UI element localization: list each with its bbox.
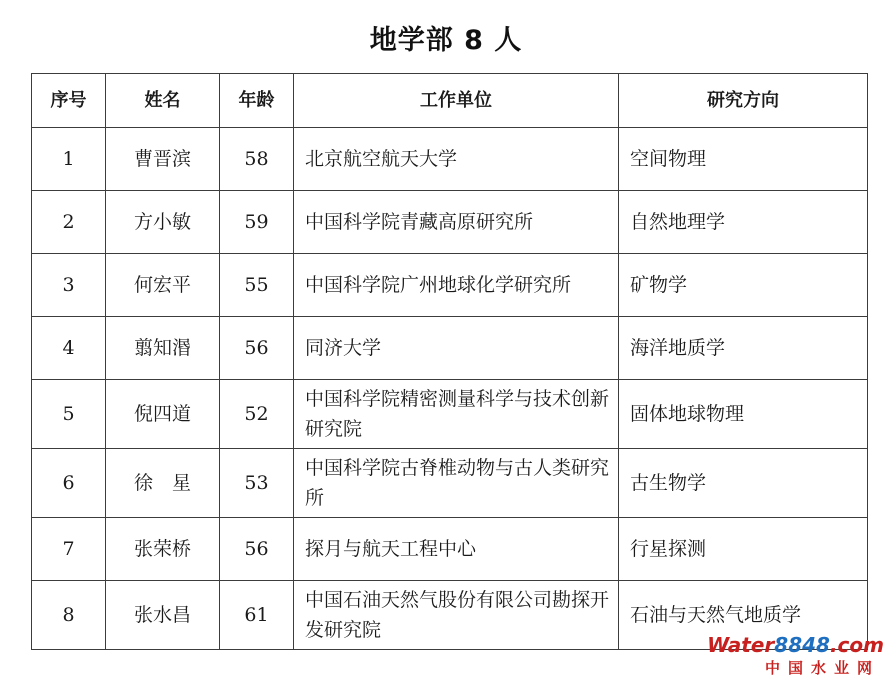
cell-index: 2 bbox=[32, 191, 106, 254]
cell-age: 61 bbox=[220, 581, 294, 650]
cell-age: 53 bbox=[220, 449, 294, 518]
table-row bbox=[32, 128, 868, 191]
cell-index: 1 bbox=[32, 128, 106, 191]
cell-age: 56 bbox=[220, 518, 294, 581]
cell-index: 3 bbox=[32, 254, 106, 317]
cell-name: 倪四道 bbox=[106, 380, 220, 449]
cell-field: 行星探测 bbox=[619, 518, 868, 581]
table-row bbox=[32, 449, 868, 518]
page-title: 地学部 8 人 bbox=[369, 25, 523, 56]
header-index: 序号 bbox=[32, 74, 106, 128]
cell-unit: 中国石油天然气股份有限公司勘探开发研究院 bbox=[294, 581, 619, 650]
cell-age: 59 bbox=[220, 191, 294, 254]
cell-name: 徐 星 bbox=[106, 449, 220, 518]
watermark-brand: Water8848.com bbox=[707, 633, 884, 657]
cell-index: 6 bbox=[32, 449, 106, 518]
cell-unit: 中国科学院广州地球化学研究所 bbox=[294, 254, 619, 317]
cell-field: 矿物学 bbox=[619, 254, 868, 317]
header-age: 年龄 bbox=[220, 74, 294, 128]
table-row bbox=[32, 254, 868, 317]
cell-unit: 中国科学院古脊椎动物与古人类研究所 bbox=[294, 449, 619, 518]
cell-field: 海洋地质学 bbox=[619, 317, 868, 380]
cell-index: 4 bbox=[32, 317, 106, 380]
cell-name: 张荣桥 bbox=[106, 518, 220, 581]
cell-name: 张水昌 bbox=[106, 581, 220, 650]
cell-name: 曹晋滨 bbox=[106, 128, 220, 191]
cell-field: 自然地理学 bbox=[619, 191, 868, 254]
table-row bbox=[32, 191, 868, 254]
table-row bbox=[32, 380, 868, 449]
header-field: 研究方向 bbox=[619, 74, 868, 128]
cell-name: 何宏平 bbox=[106, 254, 220, 317]
cell-field: 古生物学 bbox=[619, 449, 868, 518]
cell-name: 方小敏 bbox=[106, 191, 220, 254]
cell-age: 58 bbox=[220, 128, 294, 191]
cell-unit: 中国科学院青藏高原研究所 bbox=[294, 191, 619, 254]
cell-field: 空间物理 bbox=[619, 128, 868, 191]
header-unit: 工作单位 bbox=[294, 74, 619, 128]
watermark-subtitle: 中国水业网 bbox=[764, 659, 880, 677]
cell-age: 55 bbox=[220, 254, 294, 317]
table-header-row bbox=[32, 74, 868, 128]
cell-field: 石油与天然气地质学 bbox=[619, 581, 868, 650]
cell-unit: 探月与航天工程中心 bbox=[294, 518, 619, 581]
watermark-logo bbox=[707, 633, 884, 681]
cell-age: 56 bbox=[220, 317, 294, 380]
cell-index: 8 bbox=[32, 581, 106, 650]
cell-unit: 北京航空航天大学 bbox=[294, 128, 619, 191]
academician-table bbox=[31, 73, 868, 650]
cell-field: 固体地球物理 bbox=[619, 380, 868, 449]
cell-unit: 同济大学 bbox=[294, 317, 619, 380]
cell-unit: 中国科学院精密测量科学与技术创新研究院 bbox=[294, 380, 619, 449]
table-row bbox=[32, 518, 868, 581]
table-row bbox=[32, 317, 868, 380]
header-name: 姓名 bbox=[106, 74, 220, 128]
cell-index: 7 bbox=[32, 518, 106, 581]
cell-index: 5 bbox=[32, 380, 106, 449]
cell-name: 翦知湣 bbox=[106, 317, 220, 380]
cell-age: 52 bbox=[220, 380, 294, 449]
